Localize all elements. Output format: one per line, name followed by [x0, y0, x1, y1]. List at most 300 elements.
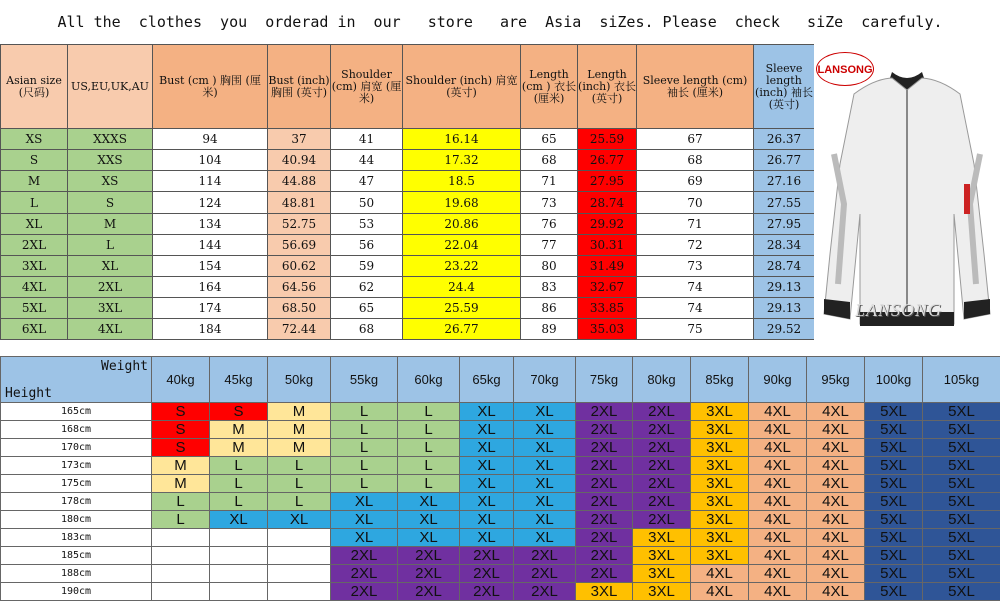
recommended-size-cell: 3XL — [691, 529, 749, 547]
weight-header-cell: 105kg — [923, 357, 1000, 403]
recommended-size-cell: 5XL — [865, 565, 923, 583]
recommended-size-cell: 5XL — [865, 493, 923, 511]
recommended-size-cell: 5XL — [865, 547, 923, 565]
size-table-cell: 4XL — [1, 276, 68, 297]
fit-table-row — [1, 457, 1000, 475]
recommended-size-cell: 4XL — [807, 547, 865, 565]
recommended-size-cell: 4XL — [749, 457, 807, 475]
recommended-size-cell: 2XL — [398, 547, 460, 565]
size-table-cell: 65 — [331, 297, 403, 318]
weight-header-cell: 55kg — [331, 357, 398, 403]
recommended-size-cell: L — [331, 421, 398, 439]
recommended-size-cell: XL — [514, 439, 576, 457]
recommended-size-cell: L — [268, 475, 331, 493]
recommended-size-cell: 2XL — [331, 547, 398, 565]
size-table-cell: 77 — [521, 234, 578, 255]
size-table-cell: 2XL — [1, 234, 68, 255]
recommended-size-cell: 5XL — [865, 439, 923, 457]
recommended-size-cell: 4XL — [749, 421, 807, 439]
recommended-size-cell — [152, 583, 210, 601]
size-table-cell: 56 — [331, 234, 403, 255]
size-table-cell: 33.85 — [578, 297, 637, 318]
recommended-size-cell: 5XL — [865, 403, 923, 421]
size-table-row — [1, 192, 815, 213]
size-notice-banner: All the clothes you orderad in our store are Asia siZes. Please check siZe carefuly. — [0, 0, 1000, 44]
recommended-size-cell: 2XL — [398, 583, 460, 601]
size-table-cell: L — [1, 192, 68, 213]
recommended-size-cell: XL — [514, 421, 576, 439]
fit-table-row — [1, 565, 1000, 583]
recommended-size-cell: 3XL — [691, 421, 749, 439]
size-table-cell: M — [68, 213, 153, 234]
recommended-size-cell: 4XL — [807, 403, 865, 421]
size-table-row — [1, 255, 815, 276]
size-table-cell: 75 — [637, 318, 754, 339]
size-table-cell: 29.52 — [754, 318, 815, 339]
size-table-cell: 28.74 — [754, 255, 815, 276]
weight-header-cell: 95kg — [807, 357, 865, 403]
size-table-cell: 68 — [637, 150, 754, 171]
size-table-cell: 52.75 — [268, 213, 331, 234]
fit-table-row — [1, 475, 1000, 493]
recommended-size-cell: 2XL — [331, 583, 398, 601]
size-table-cell: 19.68 — [403, 192, 521, 213]
size-table-cell: 154 — [153, 255, 268, 276]
size-table-cell: 25.59 — [578, 129, 637, 150]
recommended-size-cell — [210, 565, 268, 583]
size-table-cell: 114 — [153, 171, 268, 192]
recommended-size-cell: L — [210, 457, 268, 475]
size-table-cell: XS — [1, 129, 68, 150]
recommended-size-cell: L — [268, 457, 331, 475]
recommended-size-cell: 4XL — [749, 547, 807, 565]
size-table-header-cell: Bust (cm ) 胸围 (厘米) — [153, 45, 268, 129]
recommended-size-cell — [152, 529, 210, 547]
size-table-header-cell: US,EU,UK,AU — [68, 45, 153, 129]
size-table-row — [1, 297, 815, 318]
size-table-cell: 174 — [153, 297, 268, 318]
size-table-cell: 72 — [637, 234, 754, 255]
recommended-size-cell — [268, 565, 331, 583]
size-table-header-cell: Shoulder (inch) 肩宽(英寸) — [403, 45, 521, 129]
fit-table-weight-row — [1, 357, 1000, 403]
recommended-size-cell: XL — [514, 403, 576, 421]
recommended-size-cell: M — [268, 439, 331, 457]
height-cell: 170cm — [1, 439, 152, 457]
recommended-size-cell: 2XL — [576, 511, 633, 529]
size-table-header-cell: Bust (inch) 胸围 (英寸) — [268, 45, 331, 129]
recommended-size-cell: M — [152, 475, 210, 493]
size-table-cell: 2XL — [68, 276, 153, 297]
recommended-size-cell: 2XL — [398, 565, 460, 583]
height-cell: 168cm — [1, 421, 152, 439]
size-table-header-cell: Shoulder (cm) 肩宽 (厘米) — [331, 45, 403, 129]
recommended-size-cell: XL — [460, 421, 514, 439]
recommended-size-cell: L — [331, 457, 398, 475]
size-table-cell: 29.13 — [754, 297, 815, 318]
size-table-cell: 69 — [637, 171, 754, 192]
weight-header-cell: 50kg — [268, 357, 331, 403]
size-table-header-cell: Length (cm ) 衣长 (厘米) — [521, 45, 578, 129]
fit-table-row — [1, 421, 1000, 439]
size-table-header-cell: Length (inch) 衣长 (英寸) — [578, 45, 637, 129]
size-table-cell: XXXS — [68, 129, 153, 150]
recommended-size-cell: L — [398, 439, 460, 457]
recommended-size-cell: 2XL — [576, 547, 633, 565]
recommended-size-cell: 5XL — [923, 493, 1000, 511]
recommended-size-cell: XL — [398, 493, 460, 511]
size-table-cell: 70 — [637, 192, 754, 213]
recommended-size-cell: 5XL — [923, 529, 1000, 547]
size-table-cell: 73 — [521, 192, 578, 213]
size-table-cell: L — [68, 234, 153, 255]
recommended-size-cell: 5XL — [865, 457, 923, 475]
recommended-size-cell: 3XL — [691, 511, 749, 529]
recommended-size-cell: L — [398, 403, 460, 421]
recommended-size-cell: 5XL — [923, 403, 1000, 421]
fit-table-row — [1, 403, 1000, 421]
size-table-cell: M — [1, 171, 68, 192]
recommended-size-cell: 4XL — [807, 511, 865, 529]
recommended-size-cell — [152, 565, 210, 583]
size-table-cell: 104 — [153, 150, 268, 171]
bomber-jacket-image — [814, 44, 1000, 340]
recommended-size-cell: L — [331, 403, 398, 421]
recommended-size-cell: 4XL — [807, 493, 865, 511]
recommended-size-cell: 2XL — [633, 457, 691, 475]
size-table-cell: 23.22 — [403, 255, 521, 276]
size-table-cell: S — [1, 150, 68, 171]
recommended-size-cell: M — [210, 439, 268, 457]
recommended-size-cell: 2XL — [633, 403, 691, 421]
size-table-cell: 40.94 — [268, 150, 331, 171]
recommended-size-cell: 4XL — [749, 565, 807, 583]
size-table-cell: 3XL — [1, 255, 68, 276]
recommended-size-cell: 5XL — [923, 583, 1000, 601]
size-table-cell: 44.88 — [268, 171, 331, 192]
height-cell: 185cm — [1, 547, 152, 565]
recommended-size-cell: M — [268, 421, 331, 439]
recommended-size-cell: L — [210, 475, 268, 493]
recommended-size-cell: XL — [398, 529, 460, 547]
height-cell: 183cm — [1, 529, 152, 547]
size-table-row — [1, 213, 815, 234]
size-table-cell: 144 — [153, 234, 268, 255]
size-table-cell: 27.16 — [754, 171, 815, 192]
recommended-size-cell: 4XL — [749, 439, 807, 457]
recommended-size-cell: 2XL — [514, 547, 576, 565]
size-table-cell: XL — [1, 213, 68, 234]
recommended-size-cell: L — [331, 439, 398, 457]
fit-table-row — [1, 583, 1000, 601]
recommended-size-cell: 4XL — [749, 529, 807, 547]
recommended-size-cell: L — [268, 493, 331, 511]
size-table-cell: 30.31 — [578, 234, 637, 255]
size-table-cell: XL — [68, 255, 153, 276]
recommended-size-cell: 2XL — [633, 511, 691, 529]
recommended-size-cell: XL — [514, 475, 576, 493]
size-table-cell: 164 — [153, 276, 268, 297]
recommended-size-cell: 3XL — [633, 583, 691, 601]
recommended-size-cell: 5XL — [865, 529, 923, 547]
recommended-size-cell: XL — [460, 439, 514, 457]
recommended-size-cell: S — [152, 439, 210, 457]
recommended-size-cell: L — [152, 493, 210, 511]
recommended-size-cell: L — [398, 475, 460, 493]
recommended-size-cell: 3XL — [691, 439, 749, 457]
weight-axis-label: Weight — [5, 359, 151, 374]
size-table-cell: 44 — [331, 150, 403, 171]
recommended-size-cell: 4XL — [807, 421, 865, 439]
recommended-size-cell: M — [268, 403, 331, 421]
size-table-cell: 37 — [268, 129, 331, 150]
recommended-size-cell: 2XL — [514, 583, 576, 601]
recommended-size-cell: 3XL — [633, 529, 691, 547]
recommended-size-cell: 2XL — [331, 565, 398, 583]
size-table-cell: 56.69 — [268, 234, 331, 255]
brand-badge: LANSONG — [816, 52, 874, 86]
size-table-row — [1, 171, 815, 192]
recommended-size-cell: XL — [514, 511, 576, 529]
size-table-cell: 59 — [331, 255, 403, 276]
weight-header-cell: 90kg — [749, 357, 807, 403]
recommended-size-cell: 2XL — [514, 565, 576, 583]
recommended-size-cell: 3XL — [633, 547, 691, 565]
recommended-size-cell: 2XL — [576, 493, 633, 511]
size-table-cell: 74 — [637, 276, 754, 297]
recommended-size-cell: XL — [460, 457, 514, 475]
size-table-row — [1, 234, 815, 255]
recommended-size-cell: 3XL — [691, 493, 749, 511]
recommended-size-cell: XL — [331, 511, 398, 529]
size-table-cell: 94 — [153, 129, 268, 150]
size-table-cell: 68 — [331, 318, 403, 339]
recommended-size-cell — [210, 583, 268, 601]
height-cell: 178cm — [1, 493, 152, 511]
height-weight-fit-table — [0, 356, 1000, 601]
recommended-size-cell: 2XL — [576, 475, 633, 493]
size-table-cell: 6XL — [1, 318, 68, 339]
size-table-cell: 18.5 — [403, 171, 521, 192]
size-table-cell: 74 — [637, 297, 754, 318]
size-table-cell: 26.77 — [578, 150, 637, 171]
size-table-row — [1, 129, 815, 150]
height-cell: 190cm — [1, 583, 152, 601]
recommended-size-cell: M — [210, 421, 268, 439]
recommended-size-cell: XL — [460, 511, 514, 529]
size-table-cell: 35.03 — [578, 318, 637, 339]
recommended-size-cell: L — [331, 475, 398, 493]
size-table-cell: 64.56 — [268, 276, 331, 297]
recommended-size-cell: XL — [460, 403, 514, 421]
recommended-size-cell: XL — [268, 511, 331, 529]
size-table-cell: 26.77 — [754, 150, 815, 171]
size-table-row — [1, 276, 815, 297]
size-table-cell: 25.59 — [403, 297, 521, 318]
recommended-size-cell: 5XL — [923, 547, 1000, 565]
recommended-size-cell: 3XL — [691, 403, 749, 421]
recommended-size-cell: XL — [210, 511, 268, 529]
recommended-size-cell — [268, 583, 331, 601]
recommended-size-cell — [268, 547, 331, 565]
height-cell: 180cm — [1, 511, 152, 529]
weight-header-cell: 85kg — [691, 357, 749, 403]
recommended-size-cell: L — [398, 457, 460, 475]
size-table-cell: 76 — [521, 213, 578, 234]
size-table-cell: 60.62 — [268, 255, 331, 276]
size-table-header-cell: Sleeve length (cm) 袖长 (厘米) — [637, 45, 754, 129]
height-axis-label: Height — [5, 386, 151, 401]
size-table-cell: 26.77 — [403, 318, 521, 339]
size-table-cell: 62 — [331, 276, 403, 297]
recommended-size-cell: 5XL — [923, 439, 1000, 457]
size-table-cell: 24.4 — [403, 276, 521, 297]
height-cell: 175cm — [1, 475, 152, 493]
recommended-size-cell: 4XL — [749, 475, 807, 493]
recommended-size-cell: 2XL — [576, 529, 633, 547]
recommended-size-cell: 4XL — [691, 565, 749, 583]
weight-header-cell: 75kg — [576, 357, 633, 403]
recommended-size-cell: 5XL — [923, 475, 1000, 493]
weight-header-cell: 40kg — [152, 357, 210, 403]
recommended-size-cell: 5XL — [923, 421, 1000, 439]
size-table-cell: 65 — [521, 129, 578, 150]
recommended-size-cell: 4XL — [807, 457, 865, 475]
size-table-cell: 50 — [331, 192, 403, 213]
size-table-cell: 26.37 — [754, 129, 815, 150]
size-table-cell: 124 — [153, 192, 268, 213]
recommended-size-cell: 2XL — [460, 565, 514, 583]
size-table-cell: 68.50 — [268, 297, 331, 318]
size-table-cell: 83 — [521, 276, 578, 297]
recommended-size-cell: XL — [460, 529, 514, 547]
size-table-cell: 27.55 — [754, 192, 815, 213]
height-cell: 173cm — [1, 457, 152, 475]
recommended-size-cell: 4XL — [691, 583, 749, 601]
recommended-size-cell: S — [210, 403, 268, 421]
size-table-cell: 29.92 — [578, 213, 637, 234]
size-table-cell: 68 — [521, 150, 578, 171]
weight-header-cell: 70kg — [514, 357, 576, 403]
size-table-cell: 184 — [153, 318, 268, 339]
recommended-size-cell: 5XL — [865, 475, 923, 493]
recommended-size-cell: 3XL — [633, 565, 691, 583]
recommended-size-cell: 3XL — [691, 547, 749, 565]
size-table-cell: 27.95 — [754, 213, 815, 234]
size-table-cell: 20.86 — [403, 213, 521, 234]
size-table-cell: 28.34 — [754, 234, 815, 255]
size-table-cell: 48.81 — [268, 192, 331, 213]
size-table-row — [1, 318, 815, 339]
fit-table-row — [1, 547, 1000, 565]
recommended-size-cell: 2XL — [576, 457, 633, 475]
recommended-size-cell: 3XL — [691, 475, 749, 493]
size-table-cell: 31.49 — [578, 255, 637, 276]
recommended-size-cell: 2XL — [576, 421, 633, 439]
recommended-size-cell: XL — [514, 493, 576, 511]
weight-header-cell: 60kg — [398, 357, 460, 403]
recommended-size-cell: 3XL — [576, 583, 633, 601]
size-measurement-table — [0, 44, 815, 340]
recommended-size-cell: XL — [514, 529, 576, 547]
size-table-row — [1, 150, 815, 171]
recommended-size-cell: 2XL — [460, 547, 514, 565]
size-table-cell: 53 — [331, 213, 403, 234]
fit-table-row — [1, 439, 1000, 457]
size-table-cell: 80 — [521, 255, 578, 276]
recommended-size-cell: 2XL — [576, 403, 633, 421]
recommended-size-cell: XL — [514, 457, 576, 475]
size-table-cell: 47 — [331, 171, 403, 192]
size-table-cell: 71 — [521, 171, 578, 192]
size-table-header-cell: Asian size (尺码) — [1, 45, 68, 129]
size-table-header-cell: Sleeve length (inch) 袖长 (英寸) — [754, 45, 815, 129]
recommended-size-cell — [152, 547, 210, 565]
size-table-cell: 3XL — [68, 297, 153, 318]
jacket-product-photo — [814, 44, 1000, 340]
recommended-size-cell: 2XL — [633, 439, 691, 457]
recommended-size-cell: 2XL — [576, 439, 633, 457]
recommended-size-cell: 2XL — [633, 475, 691, 493]
recommended-size-cell — [268, 529, 331, 547]
size-table-cell: 86 — [521, 297, 578, 318]
size-table-cell: 27.95 — [578, 171, 637, 192]
recommended-size-cell: 2XL — [460, 583, 514, 601]
size-table-cell: 73 — [637, 255, 754, 276]
size-table-cell: 41 — [331, 129, 403, 150]
size-table-cell: 5XL — [1, 297, 68, 318]
size-table-cell: 32.67 — [578, 276, 637, 297]
size-table-cell: 22.04 — [403, 234, 521, 255]
recommended-size-cell: 4XL — [807, 529, 865, 547]
recommended-size-cell: 5XL — [923, 511, 1000, 529]
size-table-cell: 72.44 — [268, 318, 331, 339]
recommended-size-cell: 4XL — [807, 583, 865, 601]
recommended-size-cell: L — [210, 493, 268, 511]
fit-table-row — [1, 493, 1000, 511]
recommended-size-cell: 2XL — [633, 493, 691, 511]
recommended-size-cell: L — [398, 421, 460, 439]
size-table-cell: XS — [68, 171, 153, 192]
height-cell: 165cm — [1, 403, 152, 421]
fit-table-row — [1, 529, 1000, 547]
recommended-size-cell: M — [152, 457, 210, 475]
weight-header-cell: 100kg — [865, 357, 923, 403]
fit-table-corner — [1, 357, 152, 403]
size-table-cell: S — [68, 192, 153, 213]
recommended-size-cell: 3XL — [691, 457, 749, 475]
weight-header-cell: 65kg — [460, 357, 514, 403]
size-table-header-row — [1, 45, 815, 129]
fit-table-row — [1, 511, 1000, 529]
size-table-cell: 134 — [153, 213, 268, 234]
brand-watermark: LANSONG — [855, 300, 942, 321]
weight-header-cell: 45kg — [210, 357, 268, 403]
recommended-size-cell — [210, 547, 268, 565]
size-table-cell: 71 — [637, 213, 754, 234]
recommended-size-cell: 5XL — [923, 565, 1000, 583]
recommended-size-cell: XL — [398, 511, 460, 529]
recommended-size-cell: XL — [460, 493, 514, 511]
recommended-size-cell: 4XL — [749, 403, 807, 421]
recommended-size-cell: XL — [331, 493, 398, 511]
recommended-size-cell: S — [152, 403, 210, 421]
recommended-size-cell: 2XL — [576, 565, 633, 583]
recommended-size-cell: 4XL — [807, 439, 865, 457]
recommended-size-cell: 4XL — [807, 475, 865, 493]
size-table-cell: 17.32 — [403, 150, 521, 171]
recommended-size-cell: 2XL — [633, 421, 691, 439]
